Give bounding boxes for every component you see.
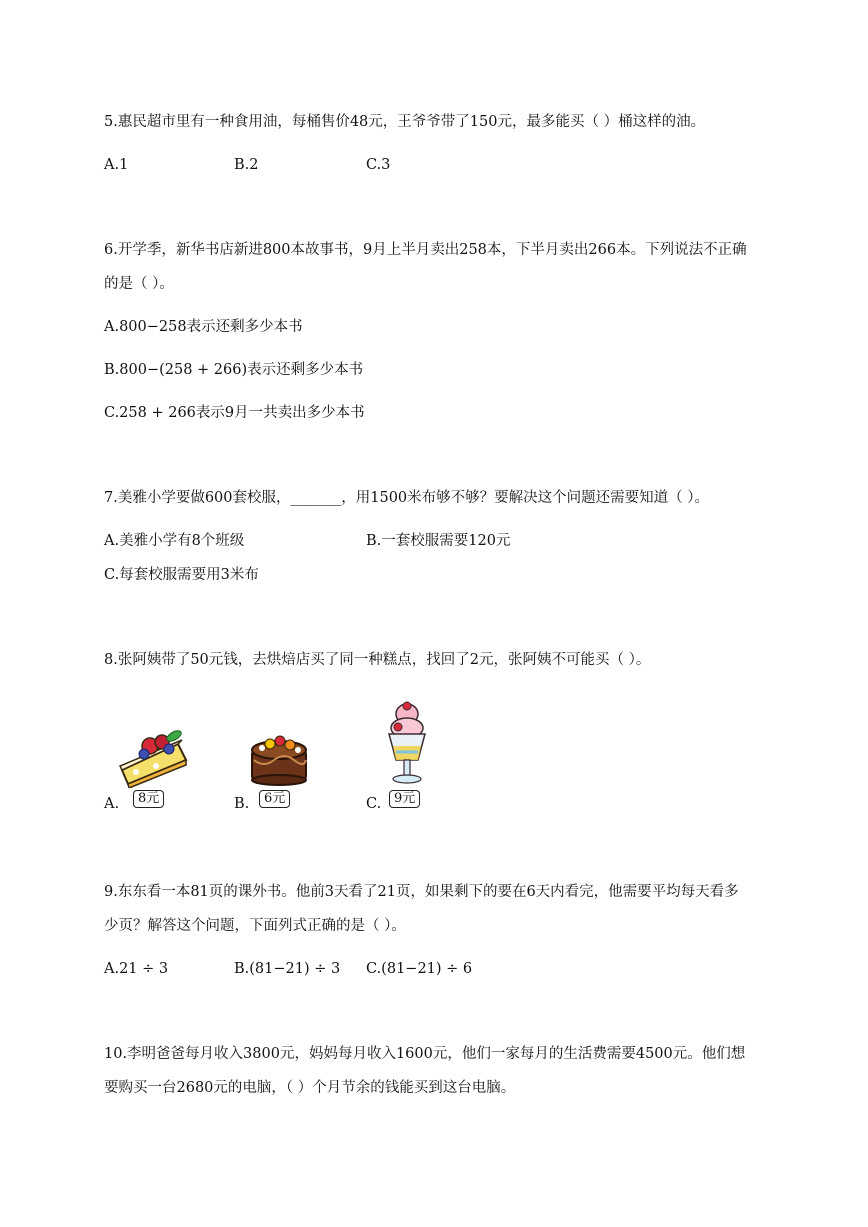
question-9-stem-line2: 少页？解答这个问题，下面列式正确的是（ ）。 (104, 918, 406, 934)
question-9-option-c[interactable]: C.(81−21) ÷ 6 (366, 961, 473, 977)
question-8-option-c-letter[interactable]: C. (366, 796, 382, 812)
question-8-option-c-price: 9元 (389, 790, 420, 808)
question-5-option-a[interactable]: A.1 (104, 157, 129, 173)
question-6-option-a[interactable]: A.800−258表示还剩多少本书 (104, 319, 303, 335)
question-7-option-a[interactable]: A.美雅小学有8个班级 (104, 533, 245, 549)
question-7-option-b[interactable]: B.一套校服需要120元 (366, 533, 511, 549)
question-9-option-b[interactable]: B.(81−21) ÷ 3 (234, 961, 341, 977)
question-7-option-c[interactable]: C.每套校服需要用3米布 (104, 567, 259, 583)
question-7-stem: 7.美雅小学要做600套校服，_______，用1500米布够不够？要解决这个问题还需要知道（ ）。 (104, 490, 710, 506)
question-6-stem-line2: 的是（ ）。 (104, 276, 174, 292)
question-8-option-a-letter[interactable]: A. (104, 796, 120, 812)
chocolate-cake-icon[interactable] (248, 730, 310, 786)
cake-slice-icon[interactable] (116, 722, 192, 788)
question-5-option-c[interactable]: C.3 (366, 157, 391, 173)
question-5-stem: 5.惠民超市里有一种食用油，每桶售价48元，王爷爷带了150元，最多能买（ ）桶这样的油。 (104, 114, 706, 130)
question-9-stem-line1: 9.东东看一本81页的课外书。他前3天看了21页，如果剩下的要在6天内看完，他需要平均每天看多 (104, 884, 739, 900)
question-8-option-b-letter[interactable]: B. (234, 796, 250, 812)
question-9-option-a[interactable]: A.21 ÷ 3 (104, 961, 169, 977)
question-6-option-b[interactable]: B.800−(258 + 266)表示还剩多少本书 (104, 362, 364, 378)
question-10-stem-line2: 要购买一台2680元的电脑，（ ）个月节余的钱能买到这台电脑。 (104, 1080, 516, 1096)
question-10-stem-line1: 10.李明爸爸每月收入3800元，妈妈每月收入1600元，他们一家每月的生活费需要4500元。他们想 (104, 1046, 746, 1062)
ice-cream-sundae-icon[interactable] (384, 700, 430, 786)
question-6-stem-line1: 6.开学季，新华书店新进800本故事书，9月上半月卖出258本，下半月卖出266本。下列说法不正确 (104, 242, 747, 258)
question-8-option-b-price: 6元 (259, 790, 290, 808)
question-8-option-a-price: 8元 (133, 790, 164, 808)
question-6-option-c[interactable]: C.258 + 266表示9月一共卖出多少本书 (104, 405, 365, 421)
question-8-stem: 8.张阿姨带了50元钱，去烘焙店买了同一种糕点，找回了2元，张阿姨不可能买（ ）。 (104, 652, 651, 668)
question-5-option-b[interactable]: B.2 (234, 157, 259, 173)
